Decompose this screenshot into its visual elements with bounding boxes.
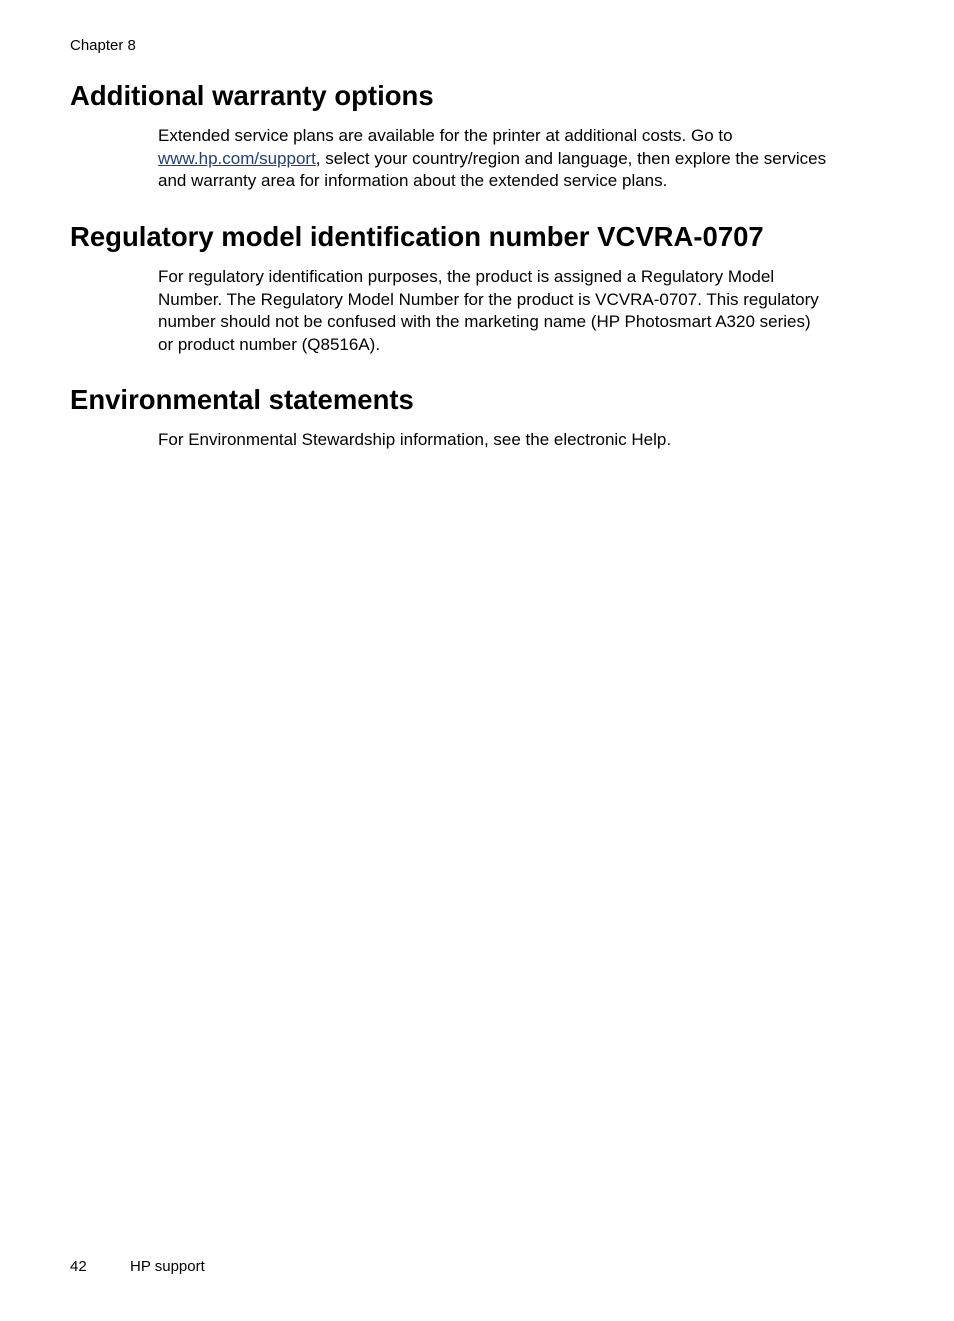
page-number: 42 bbox=[70, 1258, 87, 1275]
paragraph-line: For regulatory identification purposes, the product is assigned a Regulatory Model bbox=[158, 267, 775, 286]
paragraph-line: or product number (Q8516A). bbox=[158, 334, 381, 354]
heading-environmental-statements: Environmental statements bbox=[70, 384, 414, 415]
paragraph-environmental bbox=[158, 429, 874, 452]
paragraph-line: and warranty area for information about the extended service plans. bbox=[158, 171, 668, 190]
chapter-label: Chapter 8 bbox=[70, 37, 136, 54]
heading-additional-warranty-options: Additional warranty options bbox=[70, 80, 434, 111]
footer-section-label: HP support bbox=[130, 1258, 205, 1275]
paragraph-line: For Environmental Stewardship information, see the electronic Help. bbox=[158, 430, 672, 449]
paragraph-line-with-link bbox=[158, 148, 874, 171]
hp-support-link[interactable]: www.hp.com/support bbox=[158, 148, 316, 168]
paragraph-line: number should not be confused with the marketing name (HP Photosmart A320 series) bbox=[158, 312, 811, 331]
paragraph-line: Number. The Regulatory Model Number for the product is VCVRA-0707. This regulatory bbox=[158, 289, 819, 309]
paragraph-line-rest: , select your country/region and language, then explore the services bbox=[315, 148, 827, 168]
paragraph-line: Extended service plans are available for the printer at additional costs. Go to bbox=[158, 126, 733, 145]
paragraph-regulatory-model bbox=[158, 266, 874, 356]
heading-regulatory-model: Regulatory model identification number VCVRA-0707 bbox=[70, 221, 764, 252]
paragraph-additional-warranty bbox=[158, 125, 874, 193]
